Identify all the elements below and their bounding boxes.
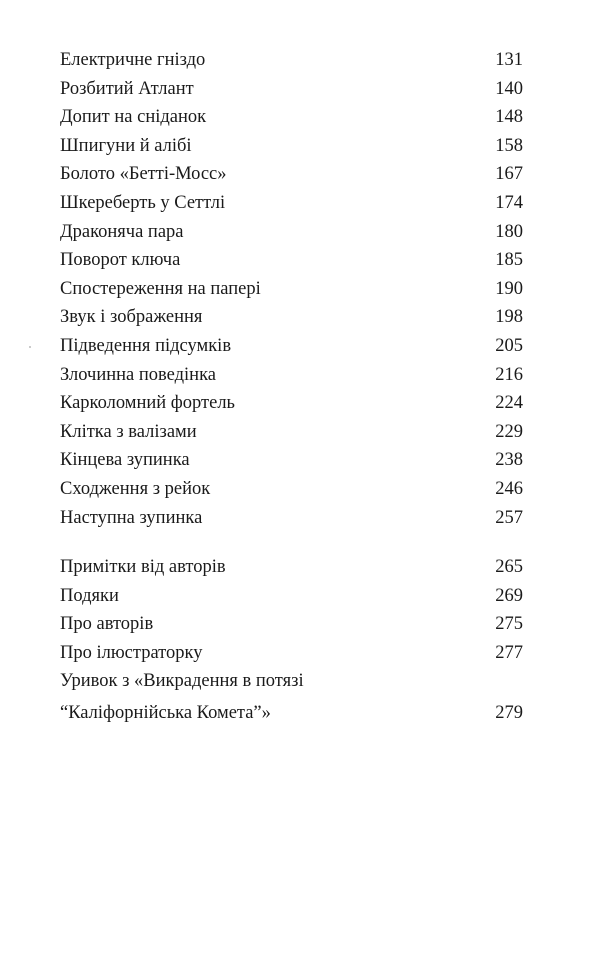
toc-entry-excerpt bbox=[60, 667, 523, 727]
toc-entry-title: Поворот ключа bbox=[60, 250, 181, 271]
toc-entry-page: 198 bbox=[495, 307, 523, 328]
toc-entry-title: Спостереження на папері bbox=[60, 278, 261, 299]
toc-entry-page: 279 bbox=[495, 703, 523, 724]
toc-entry-title: Сходження з рейок bbox=[60, 478, 211, 499]
toc-entry-page: 185 bbox=[495, 250, 523, 271]
toc-entry bbox=[60, 389, 523, 418]
toc-entry-title: Примітки від авторів bbox=[60, 557, 226, 578]
toc-entry bbox=[60, 75, 523, 104]
toc-entry-page: 246 bbox=[495, 478, 523, 499]
scan-speck bbox=[29, 346, 31, 348]
toc-entry-title: Електричне гніздо bbox=[60, 50, 206, 70]
toc-entry-page: 180 bbox=[495, 221, 523, 242]
toc-chapters bbox=[60, 46, 523, 532]
toc-entry bbox=[60, 160, 523, 189]
toc-entry-page: 269 bbox=[495, 585, 523, 606]
toc-entry-page: 205 bbox=[495, 335, 523, 356]
toc-entry bbox=[60, 582, 523, 611]
toc-entry bbox=[60, 275, 523, 304]
toc-entry-title-line1: Уривок з «Викрадення в потязі bbox=[60, 671, 304, 692]
toc-entry bbox=[60, 46, 523, 75]
toc-entry-page: 131 bbox=[495, 50, 523, 70]
toc-entry bbox=[60, 639, 523, 668]
toc-entry-title: Подяки bbox=[60, 585, 119, 606]
toc-entry bbox=[60, 218, 523, 247]
toc-entry-title: Болото «Бетті-Мосс» bbox=[60, 164, 227, 185]
toc-entry-page: 158 bbox=[495, 135, 523, 156]
toc-entry-page: 238 bbox=[495, 450, 523, 471]
toc-entry bbox=[60, 303, 523, 332]
toc-entry bbox=[60, 418, 523, 447]
toc-entry-page: 216 bbox=[495, 364, 523, 385]
toc-entry-page: 277 bbox=[495, 642, 523, 663]
toc-entry bbox=[60, 189, 523, 218]
toc-entry bbox=[60, 246, 523, 275]
toc-entry-title: Допит на сніданок bbox=[60, 107, 207, 128]
toc-entry bbox=[60, 504, 523, 533]
toc-entry-title: Звук і зображення bbox=[60, 307, 203, 328]
toc-entry bbox=[60, 475, 523, 504]
toc-entry-title: Про ілюстраторку bbox=[60, 642, 203, 663]
toc-entry-page: 167 bbox=[495, 164, 523, 185]
toc-entry bbox=[60, 332, 523, 361]
toc-entry-title: Розбитий Атлант bbox=[60, 78, 194, 99]
toc-entry-page: 229 bbox=[495, 421, 523, 442]
table-of-contents bbox=[60, 46, 523, 728]
toc-entry bbox=[60, 361, 523, 390]
toc-entry-title: Підведення підсумків bbox=[60, 335, 232, 356]
toc-entry-title: Драконяча пара bbox=[60, 221, 184, 242]
toc-entry-page: 224 bbox=[495, 393, 523, 414]
toc-entry bbox=[60, 610, 523, 639]
toc-entry-title: Шпигуни й алібі bbox=[60, 135, 192, 156]
toc-entry bbox=[60, 553, 523, 582]
toc-entry-page: 265 bbox=[495, 557, 523, 578]
toc-entry-title: Про авторів bbox=[60, 614, 154, 635]
toc-entry-title: Наступна зупинка bbox=[60, 507, 203, 528]
toc-entry bbox=[60, 446, 523, 475]
toc-entry-title: Злочинна поведінка bbox=[60, 364, 216, 385]
toc-entry-title: Кінцева зупинка bbox=[60, 450, 190, 471]
toc-entry-page: 140 bbox=[495, 78, 523, 99]
toc-entry bbox=[60, 132, 523, 161]
toc-entry-page: 148 bbox=[495, 107, 523, 128]
toc-entry-title-line2: “Каліфорнійська Комета”» bbox=[60, 703, 271, 724]
toc-entry-title: Клітка з валізами bbox=[60, 421, 197, 442]
toc-entry bbox=[60, 103, 523, 132]
toc-entry-page: 257 bbox=[495, 507, 523, 528]
toc-entry-title: Карколомний фортель bbox=[60, 393, 235, 414]
toc-entry-page: 174 bbox=[495, 192, 523, 213]
toc-entry-page: 190 bbox=[495, 278, 523, 299]
toc-back-matter bbox=[60, 553, 523, 728]
toc-entry-page: 275 bbox=[495, 614, 523, 635]
toc-entry-title: Шкереберть у Сеттлі bbox=[60, 192, 226, 213]
